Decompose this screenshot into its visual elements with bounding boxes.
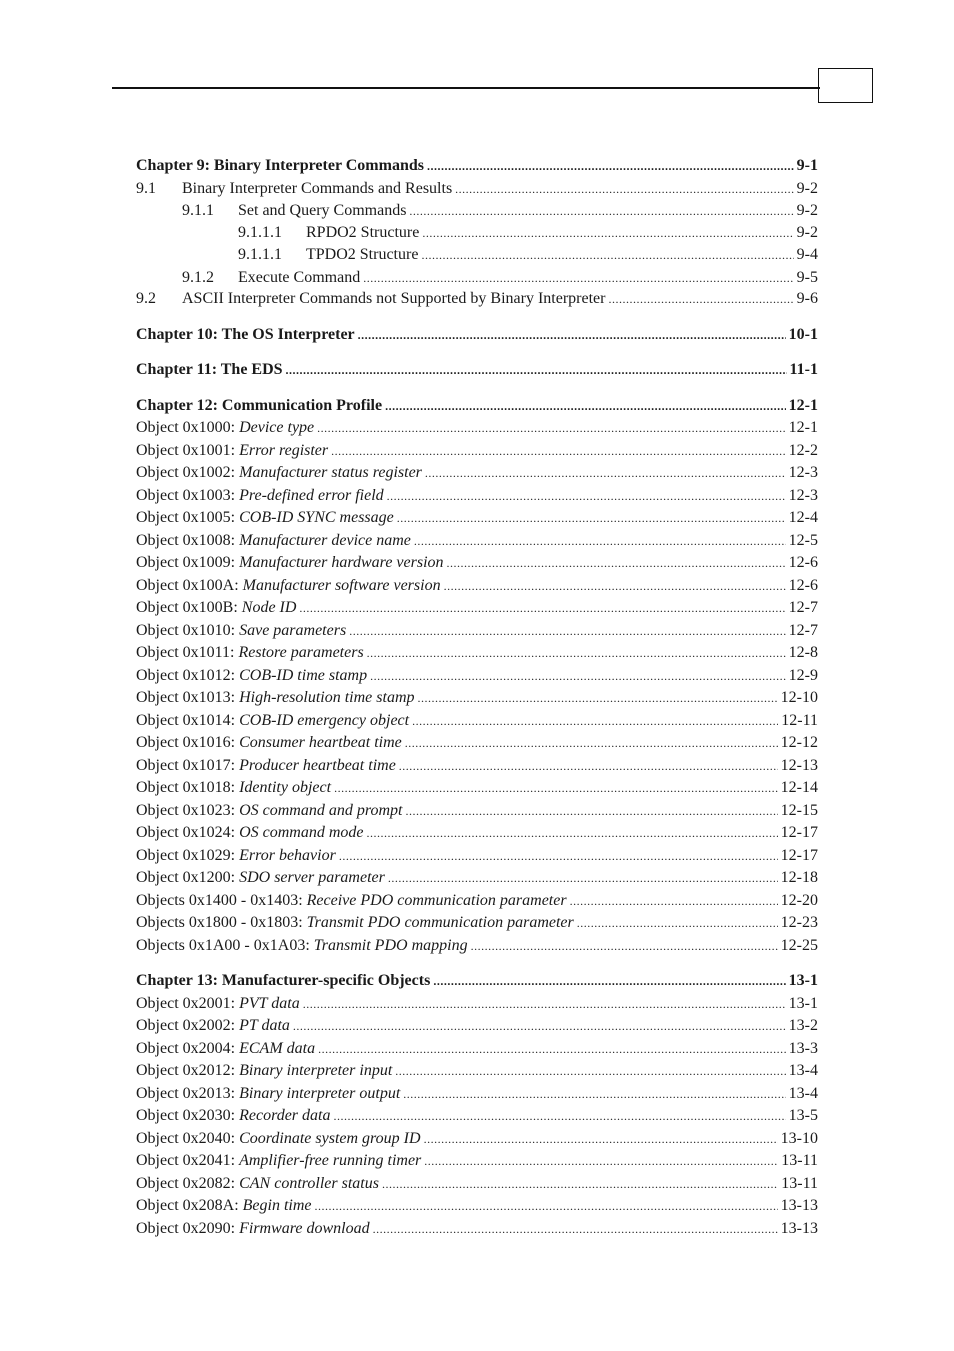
toc-page-number: 12-2 bbox=[788, 441, 818, 459]
toc-entry[interactable] bbox=[136, 155, 818, 178]
toc-dot-leader bbox=[303, 998, 786, 1010]
toc-entry-title bbox=[136, 845, 336, 868]
toc-entry[interactable] bbox=[136, 530, 818, 553]
toc-page-number: 12-10 bbox=[780, 689, 818, 706]
toc-entry[interactable] bbox=[136, 800, 818, 823]
toc-dot-leader bbox=[317, 422, 786, 434]
toc-dot-leader bbox=[388, 872, 778, 884]
toc-page-number: 11-1 bbox=[789, 361, 818, 378]
toc-page-number: 9-2 bbox=[796, 179, 818, 197]
toc-object-id: Object 0x1001: bbox=[136, 441, 240, 459]
toc-entry[interactable] bbox=[136, 993, 818, 1016]
toc-object-id: Object 0x100B: bbox=[136, 599, 242, 616]
toc-entry[interactable] bbox=[136, 1083, 818, 1106]
toc-section-number: 9.1.1.1 bbox=[238, 223, 282, 241]
toc-object-name: Error behavior bbox=[239, 846, 336, 864]
toc-dot-leader bbox=[424, 1133, 778, 1145]
toc-page-number: 13-13 bbox=[780, 1219, 818, 1237]
toc-dot-leader bbox=[367, 827, 778, 839]
toc-dot-leader bbox=[427, 160, 794, 172]
toc-entry-title bbox=[136, 462, 422, 485]
toc-entry-title bbox=[136, 777, 331, 800]
toc-dot-leader bbox=[331, 445, 786, 457]
toc-object-id: Object 0x100A: bbox=[136, 576, 243, 594]
toc-dot-leader bbox=[333, 1110, 785, 1122]
toc-object-name: Firmware download bbox=[239, 1219, 370, 1237]
toc-dot-leader bbox=[444, 580, 786, 592]
toc-page-number: 10-1 bbox=[788, 325, 818, 343]
toc-entry[interactable] bbox=[136, 732, 818, 755]
toc-entry-title bbox=[136, 732, 402, 755]
toc-entry-title: ASCII Interpreter Commands not Supported by Binary Interpreter bbox=[182, 290, 606, 307]
toc-entry-title bbox=[136, 1038, 315, 1061]
toc-dot-leader bbox=[399, 760, 778, 772]
toc-dot-leader bbox=[286, 364, 787, 376]
toc-object-name: Manufacturer device name bbox=[239, 531, 411, 549]
toc-entry[interactable] bbox=[136, 1105, 818, 1128]
toc-object-id: Object 0x1005: bbox=[136, 509, 240, 526]
toc-entry[interactable] bbox=[136, 912, 818, 935]
toc-entry-title bbox=[136, 1105, 330, 1128]
toc-object-name: CAN controller status bbox=[239, 1174, 379, 1192]
toc-entry-title: Set and Query Commands bbox=[238, 202, 407, 219]
toc-dot-leader bbox=[421, 249, 793, 261]
toc-dot-leader bbox=[385, 400, 786, 412]
toc-object-name: Consumer heartbeat time bbox=[239, 734, 402, 751]
toc-page-number: 13-4 bbox=[788, 1084, 818, 1102]
toc-entry-title bbox=[136, 1173, 379, 1196]
toc-section-number: 9.1.1 bbox=[182, 202, 214, 219]
toc-dot-leader bbox=[373, 1223, 778, 1235]
toc-page-number: 12-9 bbox=[788, 666, 818, 684]
toc-entry-title bbox=[136, 1195, 312, 1218]
toc-object-id: Object 0x2090: bbox=[136, 1219, 240, 1237]
toc-entry[interactable] bbox=[136, 288, 818, 311]
toc-dot-leader bbox=[412, 715, 778, 727]
toc-object-name: Manufacturer software version bbox=[242, 576, 441, 594]
header-rule bbox=[112, 87, 820, 89]
toc-object-name: Device type bbox=[239, 419, 315, 436]
toc-object-id: Object 0x2030: bbox=[136, 1107, 240, 1124]
toc-page-number: 13-1 bbox=[788, 972, 818, 989]
toc-entry-title bbox=[136, 1060, 392, 1083]
toc-object-id: Objects 0x1A00 - 0x1A03: bbox=[136, 936, 314, 954]
toc-page-number: 12-5 bbox=[788, 531, 818, 549]
toc-page-number: 9-2 bbox=[796, 202, 818, 219]
toc-page-number: 13-10 bbox=[780, 1129, 818, 1147]
toc-page-number: 9-6 bbox=[796, 290, 818, 307]
toc-dot-leader bbox=[570, 895, 778, 907]
toc-dot-leader bbox=[370, 670, 786, 682]
toc-entry-title bbox=[136, 507, 394, 530]
toc-object-name: Identity object bbox=[239, 779, 332, 796]
toc-object-name: Manufacturer status register bbox=[239, 464, 422, 481]
toc-object-name: Coordinate system group ID bbox=[239, 1129, 421, 1147]
toc-entry-title bbox=[136, 575, 441, 598]
toc-dot-leader bbox=[363, 272, 793, 284]
toc-entry-title: Chapter 11: The EDS bbox=[136, 361, 283, 378]
toc-entry-title: Binary Interpreter Commands and Results bbox=[182, 179, 453, 197]
toc-object-id: Object 0x208A: bbox=[136, 1197, 243, 1214]
toc-entry[interactable] bbox=[136, 822, 818, 845]
toc-object-id: Object 0x1011: bbox=[136, 644, 239, 661]
toc-object-name: OS command mode bbox=[239, 824, 364, 841]
toc-object-name: PVT data bbox=[239, 994, 300, 1012]
toc-entry[interactable] bbox=[136, 359, 818, 382]
toc-dot-leader bbox=[382, 1178, 778, 1190]
toc-object-name: PT data bbox=[239, 1017, 290, 1034]
toc-object-name: ECAM data bbox=[239, 1039, 316, 1057]
toc-object-id: Object 0x2040: bbox=[136, 1129, 240, 1147]
toc-object-id: Object 0x1023: bbox=[136, 801, 240, 819]
toc-dot-leader bbox=[447, 557, 786, 569]
toc-dot-leader bbox=[405, 737, 778, 749]
toc-object-name: Transmit PDO communication parameter bbox=[306, 914, 574, 931]
toc-dot-leader bbox=[315, 1200, 778, 1212]
toc-dot-leader bbox=[409, 205, 793, 217]
toc-object-id: Object 0x2041: bbox=[136, 1152, 240, 1169]
toc-entry[interactable] bbox=[136, 777, 818, 800]
toc-page-number: 12-13 bbox=[780, 756, 818, 774]
toc-object-id: Objects 0x1400 - 0x1403: bbox=[136, 891, 307, 909]
toc-entry[interactable] bbox=[136, 1150, 818, 1173]
toc-entry-title bbox=[136, 1083, 400, 1106]
toc-object-id: Object 0x1009: bbox=[136, 554, 240, 571]
toc-object-name: Node ID bbox=[241, 599, 297, 616]
toc-dot-leader bbox=[406, 805, 778, 817]
toc-page-number: 9-2 bbox=[796, 223, 818, 241]
toc-entry-title bbox=[136, 1128, 421, 1151]
toc-object-name: Restore parameters bbox=[238, 644, 364, 661]
toc-entry-title bbox=[136, 1150, 421, 1173]
toc-entry[interactable] bbox=[136, 440, 818, 463]
toc-entry-title: Chapter 12: Communication Profile bbox=[136, 396, 383, 414]
toc-entry[interactable] bbox=[136, 575, 818, 598]
toc-page-number: 13-2 bbox=[788, 1017, 818, 1034]
toc-page-number: 12-3 bbox=[788, 486, 818, 504]
toc-object-id: Object 0x2012: bbox=[136, 1062, 240, 1079]
toc-page-number: 13-1 bbox=[788, 994, 818, 1012]
toc-entry-title bbox=[136, 912, 574, 935]
toc-object-id: Object 0x1010: bbox=[136, 621, 240, 639]
toc-page-number: 12-8 bbox=[788, 644, 818, 661]
toc-page-number: 12-12 bbox=[780, 734, 818, 751]
toc-entry-title bbox=[136, 890, 567, 913]
toc-object-id: Object 0x1029: bbox=[136, 846, 240, 864]
toc-dot-leader bbox=[367, 647, 786, 659]
toc-page-number: 13-4 bbox=[788, 1062, 818, 1079]
toc-page-number: 13-5 bbox=[788, 1107, 818, 1124]
toc-page-number: 13-11 bbox=[781, 1152, 818, 1169]
toc-object-id: Object 0x1018: bbox=[136, 779, 240, 796]
toc-dot-leader bbox=[471, 940, 778, 952]
page-number-box bbox=[818, 68, 873, 103]
toc-page-number: 13-3 bbox=[788, 1039, 818, 1057]
toc-entry-title bbox=[136, 1015, 290, 1038]
toc-object-id: Objects 0x1800 - 0x1803: bbox=[136, 914, 307, 931]
toc-entry-title bbox=[136, 440, 328, 463]
toc-object-id: Object 0x1014: bbox=[136, 711, 240, 729]
toc-dot-leader bbox=[299, 602, 785, 614]
toc-object-name: Save parameters bbox=[239, 621, 347, 639]
toc-entry[interactable] bbox=[136, 710, 818, 733]
toc-page-number: 12-17 bbox=[780, 846, 818, 864]
toc-entry[interactable] bbox=[136, 665, 818, 688]
toc-entry[interactable] bbox=[136, 244, 818, 267]
toc-object-name: Pre-defined error field bbox=[239, 486, 384, 504]
toc-entry-title bbox=[136, 485, 384, 508]
toc-entry-title bbox=[136, 687, 415, 710]
toc-entry-title bbox=[136, 620, 346, 643]
toc-object-id: Object 0x2002: bbox=[136, 1017, 240, 1034]
toc-page-number: 12-14 bbox=[780, 779, 818, 796]
toc-entry[interactable] bbox=[136, 755, 818, 778]
toc-page-number: 12-6 bbox=[788, 576, 818, 594]
toc-page-number: 12-17 bbox=[780, 824, 818, 841]
toc-object-id: Object 0x1008: bbox=[136, 531, 240, 549]
toc-dot-leader bbox=[403, 1088, 785, 1100]
toc-entry[interactable] bbox=[136, 1128, 818, 1151]
toc-page-number: 12-25 bbox=[780, 936, 818, 954]
toc-object-id: Object 0x1017: bbox=[136, 756, 240, 774]
toc-entry-title: RPDO2 Structure bbox=[306, 223, 420, 241]
toc-entry-title bbox=[136, 1218, 370, 1241]
toc-entry[interactable] bbox=[136, 1218, 818, 1241]
toc-entry-title: Chapter 10: The OS Interpreter bbox=[136, 325, 355, 343]
toc-dot-leader bbox=[395, 1065, 785, 1077]
toc-page-number: 12-11 bbox=[781, 711, 818, 729]
toc-entry[interactable] bbox=[136, 890, 818, 913]
toc-object-name: High-resolution time stamp bbox=[239, 689, 415, 706]
toc-entry-title bbox=[136, 822, 364, 845]
toc-object-id: Object 0x2082: bbox=[136, 1174, 240, 1192]
table-of-contents bbox=[136, 155, 818, 1240]
toc-dot-leader bbox=[387, 490, 786, 502]
toc-object-name: Recorder data bbox=[239, 1107, 331, 1124]
toc-entry[interactable] bbox=[136, 395, 818, 418]
toc-object-name: Error register bbox=[239, 441, 329, 459]
toc-object-id: Object 0x1000: bbox=[136, 419, 240, 436]
toc-object-name: Manufacturer hardware version bbox=[239, 554, 444, 571]
toc-dot-leader bbox=[424, 1155, 778, 1167]
toc-entry-title: Chapter 9: Binary Interpreter Commands bbox=[136, 157, 424, 174]
toc-entry[interactable] bbox=[136, 417, 818, 440]
toc-entry[interactable] bbox=[136, 1038, 818, 1061]
toc-entry[interactable] bbox=[136, 552, 818, 575]
toc-page-number: 9-1 bbox=[796, 157, 818, 174]
toc-object-name: COB-ID emergency object bbox=[239, 711, 410, 729]
toc-section-number: 9.2 bbox=[136, 290, 156, 307]
toc-page-number: 9-5 bbox=[796, 268, 818, 286]
toc-entry[interactable] bbox=[136, 324, 818, 347]
toc-entry-title bbox=[136, 710, 409, 733]
toc-entry-title bbox=[136, 665, 367, 688]
toc-dot-leader bbox=[455, 183, 794, 195]
toc-object-name: OS command and prompt bbox=[239, 801, 403, 819]
toc-entry[interactable] bbox=[136, 687, 818, 710]
toc-object-name: COB-ID SYNC message bbox=[239, 509, 394, 526]
toc-entry-title bbox=[136, 530, 411, 553]
toc-object-name: SDO server parameter bbox=[239, 869, 385, 886]
toc-entry-title bbox=[136, 642, 364, 665]
toc-entry[interactable] bbox=[136, 935, 818, 958]
toc-dot-leader bbox=[349, 625, 785, 637]
toc-object-id: Object 0x1002: bbox=[136, 464, 240, 481]
toc-page-number: 12-1 bbox=[788, 419, 818, 436]
toc-object-id: Object 0x2013: bbox=[136, 1084, 240, 1102]
toc-dot-leader bbox=[358, 329, 786, 341]
toc-dot-leader bbox=[334, 782, 778, 794]
toc-entry[interactable] bbox=[136, 845, 818, 868]
toc-section-number: 9.1.1.1 bbox=[238, 246, 282, 263]
toc-entry[interactable] bbox=[136, 1195, 818, 1218]
toc-entry-title bbox=[136, 552, 444, 575]
toc-entry[interactable] bbox=[136, 222, 818, 245]
toc-object-id: Object 0x1012: bbox=[136, 666, 240, 684]
toc-object-name: Receive PDO communication parameter bbox=[306, 891, 567, 909]
toc-entry-title: Chapter 13: Manufacturer-specific Objects bbox=[136, 972, 431, 989]
toc-section-number: 9.1 bbox=[136, 179, 156, 197]
toc-entry[interactable] bbox=[136, 1015, 818, 1038]
toc-entry[interactable] bbox=[136, 1060, 818, 1083]
toc-entry[interactable] bbox=[136, 867, 818, 890]
toc-entry-title bbox=[136, 755, 396, 778]
toc-page-number: 9-4 bbox=[796, 246, 818, 263]
toc-object-id: Object 0x2004: bbox=[136, 1039, 240, 1057]
toc-entry-title bbox=[136, 417, 314, 440]
toc-entry[interactable] bbox=[136, 1173, 818, 1196]
toc-entry-title bbox=[136, 597, 296, 620]
toc-entry-title bbox=[136, 867, 385, 890]
toc-dot-leader bbox=[608, 293, 793, 305]
toc-object-name: Begin time bbox=[242, 1197, 312, 1214]
toc-entry[interactable] bbox=[136, 970, 818, 993]
toc-entry-title bbox=[136, 800, 403, 823]
toc-page-number: 12-4 bbox=[788, 509, 818, 526]
toc-dot-leader bbox=[433, 975, 785, 987]
toc-page-number: 12-20 bbox=[780, 891, 818, 909]
toc-entry[interactable] bbox=[136, 462, 818, 485]
toc-page-number: 12-7 bbox=[788, 599, 818, 616]
toc-dot-leader bbox=[339, 850, 778, 862]
toc-entry[interactable] bbox=[136, 642, 818, 665]
toc-page-number: 13-11 bbox=[781, 1174, 818, 1192]
toc-dot-leader bbox=[577, 917, 778, 929]
toc-object-id: Object 0x1013: bbox=[136, 689, 240, 706]
toc-dot-leader bbox=[414, 535, 786, 547]
toc-entry[interactable] bbox=[136, 267, 818, 289]
toc-object-name: COB-ID time stamp bbox=[239, 666, 368, 684]
toc-page-number: 12-23 bbox=[780, 914, 818, 931]
toc-entry[interactable] bbox=[136, 597, 818, 620]
toc-object-id: Object 0x1003: bbox=[136, 486, 240, 504]
toc-dot-leader bbox=[293, 1020, 786, 1032]
toc-entry-title bbox=[136, 993, 300, 1016]
toc-entry[interactable] bbox=[136, 620, 818, 643]
toc-object-name: Producer heartbeat time bbox=[239, 756, 396, 774]
toc-entry-title: Execute Command bbox=[238, 268, 361, 286]
toc-entry[interactable] bbox=[136, 485, 818, 508]
toc-object-name: Binary interpreter output bbox=[239, 1084, 401, 1102]
toc-entry[interactable] bbox=[136, 200, 818, 222]
toc-dot-leader bbox=[318, 1043, 786, 1055]
toc-dot-leader bbox=[397, 512, 786, 524]
toc-object-id: Object 0x1024: bbox=[136, 824, 240, 841]
toc-dot-leader bbox=[418, 692, 778, 704]
toc-dot-leader bbox=[422, 227, 793, 239]
toc-object-id: Object 0x1200: bbox=[136, 869, 240, 886]
toc-page-number: 12-7 bbox=[788, 621, 818, 639]
toc-object-name: Transmit PDO mapping bbox=[313, 936, 468, 954]
toc-object-name: Binary interpreter input bbox=[239, 1062, 393, 1079]
toc-page-number: 12-18 bbox=[780, 869, 818, 886]
toc-entry-title bbox=[136, 935, 468, 958]
toc-entry[interactable] bbox=[136, 507, 818, 530]
toc-page-number: 12-6 bbox=[788, 554, 818, 571]
toc-object-id: Object 0x1016: bbox=[136, 734, 240, 751]
toc-page-number: 12-3 bbox=[788, 464, 818, 481]
toc-page-number: 12-1 bbox=[788, 396, 818, 414]
toc-page-number: 13-13 bbox=[780, 1197, 818, 1214]
toc-object-name: Amplifier-free running timer bbox=[239, 1152, 422, 1169]
toc-object-id: Object 0x2001: bbox=[136, 994, 240, 1012]
toc-page-number: 12-15 bbox=[780, 801, 818, 819]
toc-dot-leader bbox=[425, 467, 786, 479]
toc-entry[interactable] bbox=[136, 178, 818, 201]
toc-entry-title: TPDO2 Structure bbox=[306, 246, 419, 263]
toc-section-number: 9.1.2 bbox=[182, 268, 214, 286]
